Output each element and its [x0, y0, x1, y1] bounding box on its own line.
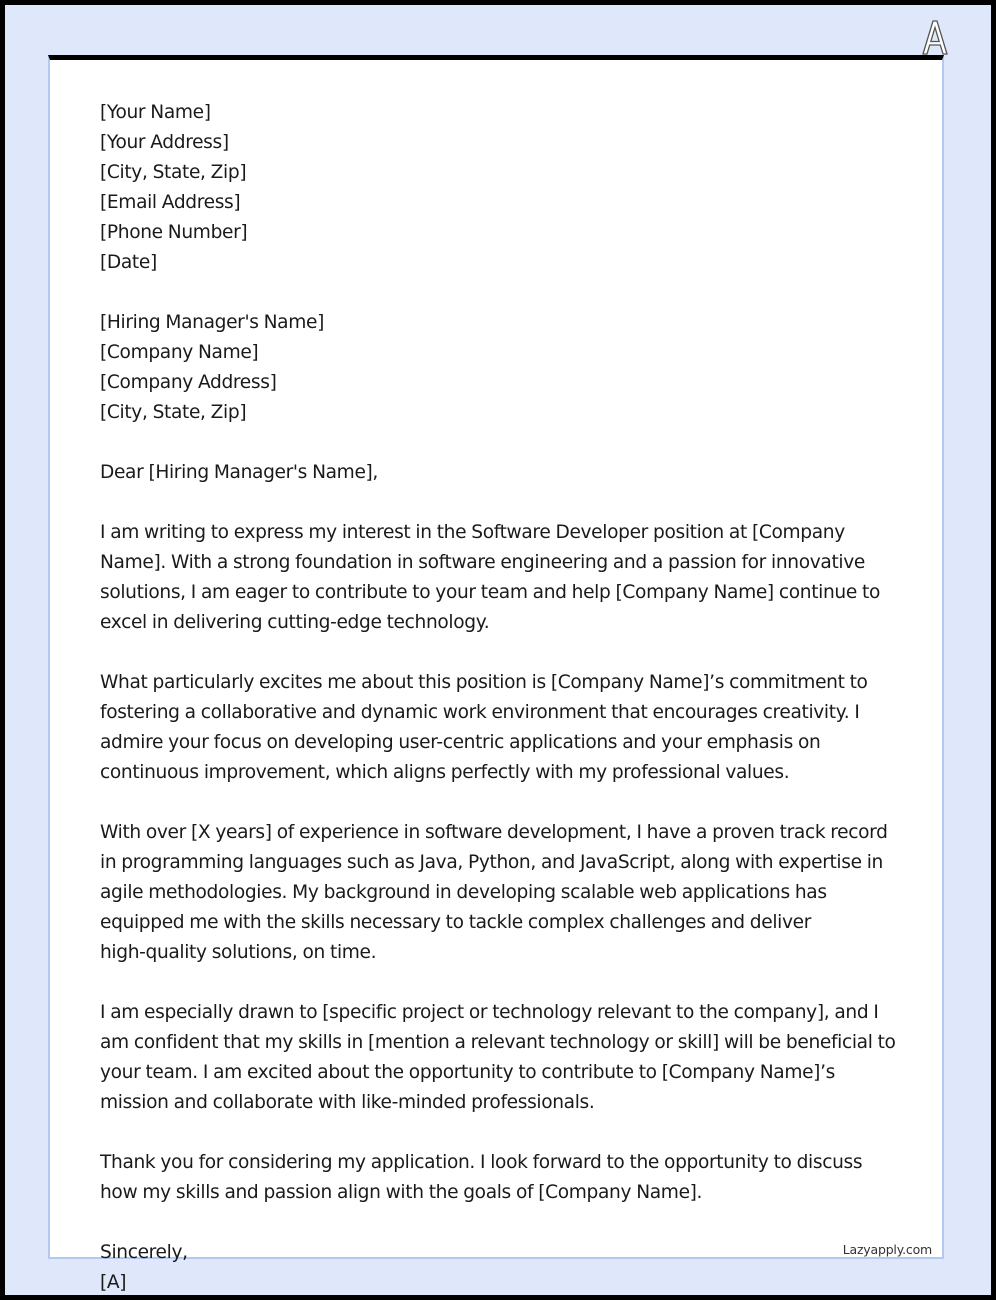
- recipient-address: [Company Address]: [100, 372, 277, 393]
- paragraph-line: What particularly excites me about this position is [Company Name]’s commitment to: [100, 672, 868, 693]
- spacer: [100, 1208, 900, 1238]
- spacer: [100, 788, 900, 818]
- closing: Sincerely,: [100, 1242, 188, 1263]
- cover-letter: [100, 98, 900, 1295]
- spacer: [100, 488, 900, 518]
- paragraph-line: how my skills and passion align with the goals of [Company Name].: [100, 1182, 703, 1203]
- recipient-company: [Company Name]: [100, 342, 259, 363]
- spacer: [100, 1118, 900, 1148]
- sender-phone: [Phone Number]: [100, 222, 248, 243]
- paragraph-line: continuous improvement, which aligns perfectly with my professional values.: [100, 762, 790, 783]
- sender-email: [Email Address]: [100, 192, 241, 213]
- paragraph-intro: [100, 518, 900, 638]
- paragraph-line: solutions, I am eager to contribute to your team and help [Company Name] continue to: [100, 582, 880, 603]
- document-canvas: [5, 5, 991, 1295]
- paragraph-line: I am writing to express my interest in the Software Developer position at [Company: [100, 522, 845, 543]
- sender-name: [Your Name]: [100, 102, 211, 123]
- spacer: [100, 968, 900, 998]
- paragraph-line: high-quality solutions, on time.: [100, 942, 377, 963]
- paragraph-line: With over [X years] of experience in software development, I have a proven track record: [100, 822, 888, 843]
- spacer: [100, 638, 900, 668]
- recipient-city-state-zip: [City, State, Zip]: [100, 402, 247, 423]
- paragraph-line: your team. I am excited about the opportunity to contribute to [Company Name]’s: [100, 1062, 835, 1083]
- paragraph-line: admire your focus on developing user-centric applications and your emphasis on: [100, 732, 821, 753]
- paragraph-line: I am especially drawn to [specific project or technology relevant to the company], and I: [100, 1002, 879, 1023]
- salutation: Dear [Hiring Manager's Name],: [100, 462, 378, 483]
- recipient-name: [Hiring Manager's Name]: [100, 312, 324, 333]
- paragraph-line: Name]. With a strong foundation in software engineering and a passion for innovative: [100, 552, 865, 573]
- recipient-block: [100, 308, 900, 428]
- paragraph-line: Thank you for considering my application. I look forward to the opportunity to discuss: [100, 1152, 863, 1173]
- paragraph-company-interest: [100, 668, 900, 788]
- spacer: [100, 428, 900, 458]
- paragraph-line: mission and collaborate with like-minded professionals.: [100, 1092, 595, 1113]
- paragraph-line: agile methodologies. My background in developing scalable web applications has: [100, 882, 827, 903]
- paragraph-closing: [100, 1148, 900, 1208]
- letter-date: [Date]: [100, 252, 157, 273]
- sender-address: [Your Address]: [100, 132, 229, 153]
- letter-page: [48, 55, 944, 1293]
- letter-a-outline-icon: [920, 18, 950, 56]
- paragraph-experience: [100, 818, 900, 968]
- paragraph-motivation: [100, 998, 900, 1118]
- paragraph-line: am confident that my skills in [mention a relevant technology or skill] will be beneficial to: [100, 1032, 896, 1053]
- watermark: Lazyapply.com: [842, 1242, 932, 1257]
- sender-city-state-zip: [City, State, Zip]: [100, 162, 247, 183]
- spacer: [100, 278, 900, 308]
- paragraph-line: fostering a collaborative and dynamic work environment that encourages creativity. I: [100, 702, 860, 723]
- sender-block: [100, 98, 900, 278]
- paragraph-line: in programming languages such as Java, Python, and JavaScript, along with expertise in: [100, 852, 883, 873]
- paragraph-line: excel in delivering cutting-edge technology.: [100, 612, 490, 633]
- paragraph-line: equipped me with the skills necessary to tackle complex challenges and deliver: [100, 912, 811, 933]
- signature: [A]: [100, 1272, 127, 1293]
